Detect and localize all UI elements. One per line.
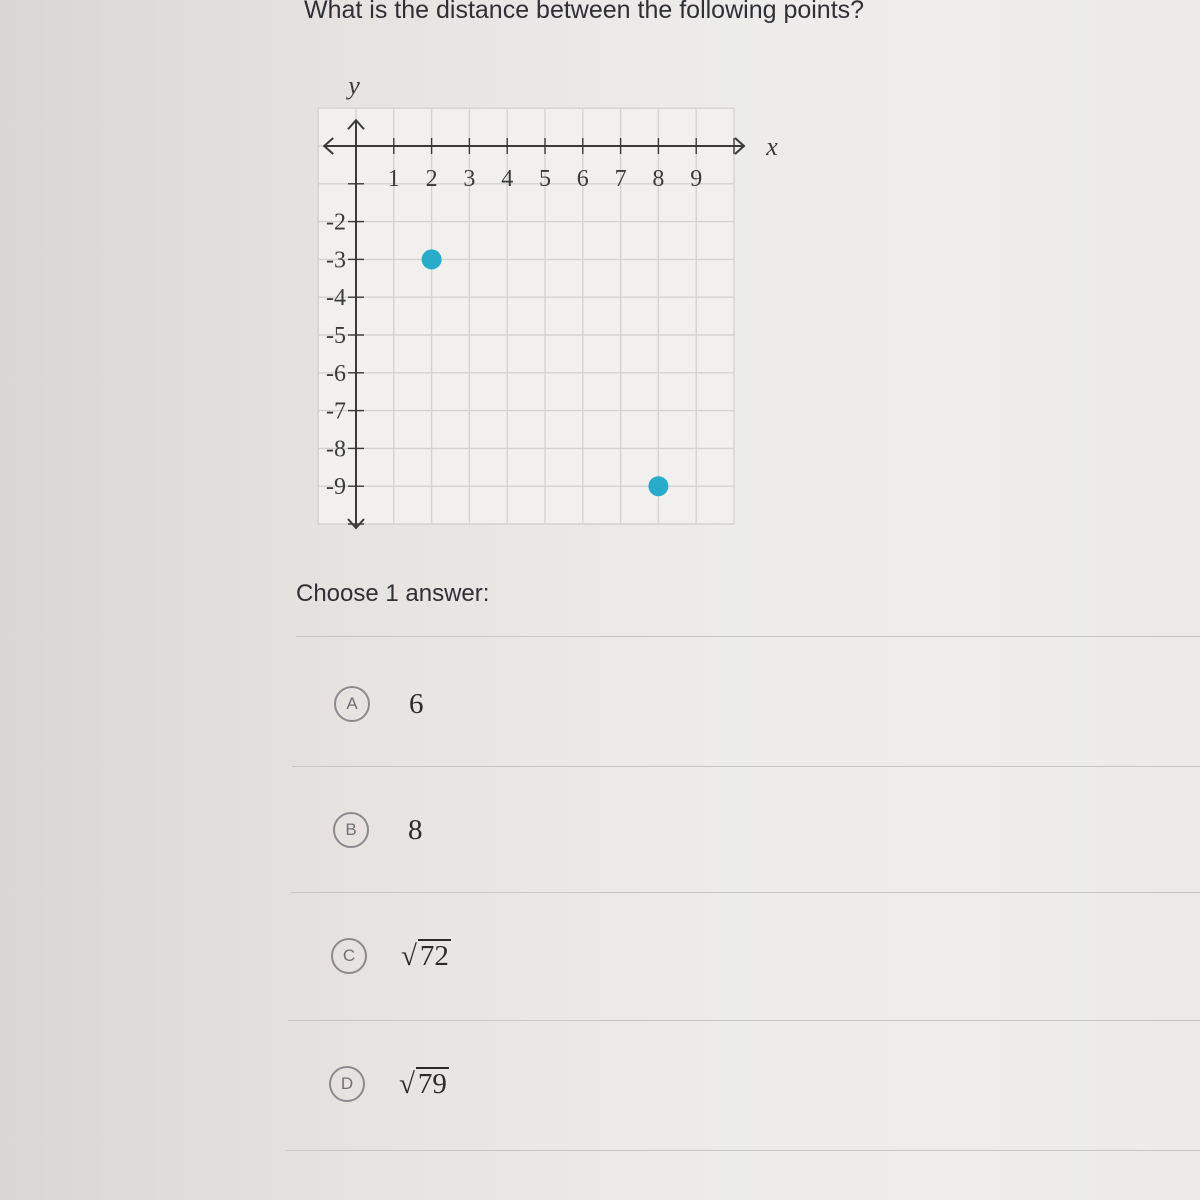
question-text: What is the distance between the following points? (304, 0, 865, 24)
divider (296, 636, 1200, 637)
option-b[interactable] (333, 780, 423, 880)
x-tick-label: 7 (614, 166, 627, 192)
x-tick-label: 9 (690, 166, 703, 192)
y-tick-label: -5 (326, 323, 346, 349)
y-tick-label: -2 (326, 209, 346, 236)
x-tick-label: 3 (463, 166, 476, 192)
x-tick-label: 6 (576, 166, 589, 192)
divider (288, 1020, 1200, 1021)
data-point (648, 476, 668, 496)
y-tick-label: -6 (326, 360, 346, 387)
divider (286, 1150, 1200, 1151)
x-tick-label: 5 (539, 166, 551, 192)
option-a-answer (408, 688, 424, 721)
option-a-value: 6 (409, 687, 424, 720)
option-c[interactable] (331, 906, 451, 1006)
x-tick-label: 8 (652, 166, 665, 192)
option-c-answer (401, 939, 451, 973)
option-d-letter: D (329, 1066, 365, 1102)
x-tick-label: 2 (425, 166, 438, 192)
x-tick-label: 1 (387, 166, 400, 192)
divider (290, 892, 1200, 893)
graph-svg (280, 70, 800, 550)
x-axis-label: x (766, 132, 778, 161)
option-d-value: 79 (417, 1068, 447, 1100)
x-tick-label: 4 (501, 166, 514, 192)
data-point (422, 249, 442, 269)
option-b-answer (407, 814, 423, 847)
coordinate-graph (280, 70, 800, 550)
option-d[interactable] (329, 1034, 449, 1134)
plot-area (318, 108, 734, 524)
y-axis-label: y (348, 71, 360, 100)
option-d-answer (399, 1067, 449, 1101)
y-tick-label: -3 (326, 247, 346, 274)
option-d-radical: √ (399, 1068, 415, 1100)
option-a-letter: A (334, 686, 370, 722)
divider (292, 766, 1200, 767)
option-c-letter: C (331, 938, 367, 974)
option-c-radical: √ (401, 940, 417, 972)
option-c-value: 72 (419, 940, 449, 972)
y-tick-label: -8 (326, 436, 346, 463)
option-b-value: 8 (408, 813, 423, 846)
choose-prompt: Choose 1 answer: (296, 580, 490, 607)
y-tick-label: -9 (326, 474, 346, 501)
option-b-letter: B (333, 812, 369, 848)
y-tick-label: -4 (326, 285, 346, 312)
option-a[interactable] (334, 654, 424, 754)
y-tick-label: -7 (326, 398, 346, 425)
